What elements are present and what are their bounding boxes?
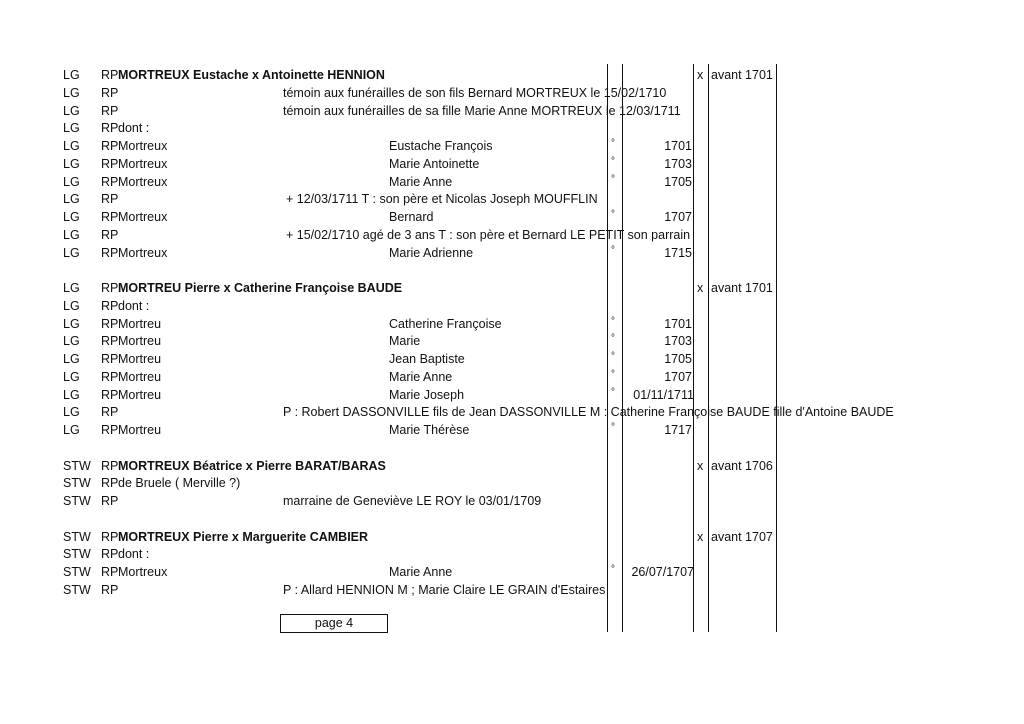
register-code: RP <box>101 156 119 171</box>
record-code: LG <box>63 423 80 437</box>
given-name: Marie <box>389 334 421 349</box>
record-name: dont : <box>118 547 150 562</box>
record-code: LG <box>63 316 80 331</box>
register-code: RP <box>101 227 119 242</box>
birth-marker: ° <box>611 138 615 149</box>
record-row <box>0 474 1024 492</box>
birth-date: 26/07/1707 <box>631 565 694 579</box>
register-code: RP <box>101 565 119 579</box>
birth-year: 1705 <box>664 174 692 189</box>
record-row <box>0 492 1024 510</box>
record-code: STW <box>63 582 91 597</box>
record-code: STW <box>63 476 91 491</box>
register-code: RP <box>101 245 119 260</box>
record-name: Mortreux <box>118 156 168 171</box>
record-name: Mortreux <box>118 565 168 579</box>
marriage-date: avant 1706 <box>711 458 773 473</box>
birth-year: 1717 <box>664 423 692 437</box>
birth-year: 1707 <box>664 210 692 224</box>
birth-year: 1707 <box>664 369 692 384</box>
record-code: LG <box>63 387 80 402</box>
given-name: Marie Anne <box>389 369 453 384</box>
record-code: LG <box>63 405 80 420</box>
birth-year: 1703 <box>664 334 692 349</box>
record-code: STW <box>63 547 91 562</box>
record-row <box>0 332 1024 350</box>
register-code: RP <box>101 369 119 384</box>
record-code: LG <box>63 85 80 100</box>
record-name: Mortreu <box>118 369 162 384</box>
given-name: Bernard <box>389 210 434 224</box>
birth-year: 1705 <box>664 352 692 366</box>
record-code: LG <box>63 156 80 171</box>
register-code: RP <box>101 529 119 544</box>
record-code: LG <box>63 281 80 295</box>
record-row <box>0 297 1024 315</box>
record-code: LG <box>63 227 80 242</box>
birth-date: 01/11/1711 <box>633 387 694 402</box>
record-note: témoin aux funérailles de sa fille Marie Anne MORTREUX le 12/03/1711 <box>283 103 681 118</box>
given-name: Marie Adrienne <box>389 245 474 260</box>
birth-marker: ° <box>611 333 615 345</box>
record-name: MORTREUX Eustache x Antoinette HENNION <box>118 68 385 82</box>
record-row <box>0 315 1024 333</box>
record-code: STW <box>63 494 91 508</box>
given-name: Marie Thérèse <box>389 423 470 437</box>
register-code: RP <box>101 85 119 100</box>
record-row <box>0 581 1024 599</box>
marriage-date: avant 1701 <box>711 68 773 82</box>
register-code: RP <box>101 334 119 349</box>
page-number-label: page 4 <box>314 616 354 630</box>
record-code: STW <box>63 458 91 473</box>
register-code: RP <box>101 298 119 313</box>
record-note: P : Allard HENNION M ; Marie Claire LE GRAIN d'Estaires <box>283 582 606 597</box>
record-code: LG <box>63 298 80 313</box>
record-code: STW <box>63 565 91 579</box>
record-name: Mortreu <box>118 316 162 331</box>
given-name: Jean Baptiste <box>389 352 465 366</box>
register-code: RP <box>101 494 119 508</box>
record-row <box>0 226 1024 244</box>
page-number-box <box>280 614 388 633</box>
record-name: dont : <box>118 298 150 313</box>
record-row <box>0 102 1024 120</box>
register-code: RP <box>101 405 119 420</box>
register-code: RP <box>101 174 119 189</box>
birth-marker: ° <box>611 386 615 398</box>
given-name: Marie Antoinette <box>389 156 480 171</box>
record-row <box>0 119 1024 137</box>
record-name: Mortreux <box>118 174 168 189</box>
marriage-marker: x <box>697 529 704 544</box>
record-name: Mortreu <box>118 387 162 402</box>
register-code: RP <box>101 352 119 366</box>
marriage-marker: x <box>697 458 704 473</box>
marriage-marker: x <box>697 68 704 82</box>
record-code: LG <box>63 334 80 349</box>
record-name: de Bruele ( Merville ?) <box>118 476 241 491</box>
record-row <box>0 173 1024 191</box>
birth-marker: ° <box>611 315 615 327</box>
record-row <box>0 386 1024 404</box>
marriage-date: avant 1701 <box>711 281 773 295</box>
given-name: Marie Joseph <box>389 387 465 402</box>
record-name: dont : <box>118 121 150 136</box>
register-code: RP <box>101 68 119 82</box>
record-name: Mortreux <box>118 210 168 224</box>
birth-marker: ° <box>611 244 615 256</box>
record-code: LG <box>63 121 80 136</box>
register-code: RP <box>101 387 119 402</box>
register-code: RP <box>101 103 119 118</box>
birth-marker: ° <box>611 368 615 380</box>
marriage-marker: x <box>697 281 704 295</box>
record-row <box>0 155 1024 173</box>
record-name: Mortreux <box>118 245 168 260</box>
record-name: MORTREUX Pierre x Marguerite CAMBIER <box>118 529 369 544</box>
record-row <box>0 563 1024 581</box>
record-row <box>0 137 1024 155</box>
record-code: LG <box>63 103 80 118</box>
record-name: Mortreu <box>118 423 162 437</box>
record-name: Mortreu <box>118 334 162 349</box>
marriage-date: avant 1707 <box>711 529 773 544</box>
birth-marker: ° <box>611 173 615 185</box>
record-name: MORTREUX Béatrice x Pierre BARAT/BARAS <box>118 458 386 473</box>
record-row <box>0 244 1024 262</box>
blank-row <box>0 261 1024 279</box>
record-row <box>0 545 1024 563</box>
record-note: témoin aux funérailles de son fils Bernard MORTREUX le 15/02/1710 <box>283 85 667 100</box>
birth-marker: ° <box>611 422 615 433</box>
given-name: Catherine Françoise <box>389 316 502 331</box>
record-name: Mortreu <box>118 352 162 366</box>
register-code: RP <box>101 582 119 597</box>
record-code: LG <box>63 245 80 260</box>
register-code: RP <box>101 316 119 331</box>
record-row <box>0 350 1024 368</box>
birth-marker: ° <box>611 209 615 220</box>
record-row <box>0 208 1024 226</box>
register-code: RP <box>101 139 119 153</box>
birth-marker: ° <box>611 351 615 362</box>
register-code: RP <box>101 121 119 136</box>
record-row <box>0 368 1024 386</box>
record-code: LG <box>63 68 80 82</box>
record-row <box>0 457 1024 475</box>
register-code: RP <box>101 476 119 491</box>
record-note: + 15/02/1710 agé de 3 ans T : son père et Bernard LE PETIT son parrain <box>286 227 691 242</box>
given-name: Eustache François <box>389 139 493 153</box>
record-name: MORTREU Pierre x Catherine Françoise BAUDE <box>118 281 403 295</box>
register-code: RP <box>101 423 119 437</box>
record-row <box>0 279 1024 297</box>
record-code: LG <box>63 174 80 189</box>
record-code: LG <box>63 210 80 224</box>
record-code: STW <box>63 529 91 544</box>
register-code: RP <box>101 458 119 473</box>
record-note: + 12/03/1711 T : son père et Nicolas Joseph MOUFFLIN <box>286 192 598 207</box>
record-row <box>0 528 1024 546</box>
register-code: RP <box>101 547 119 562</box>
birth-marker: ° <box>611 155 615 167</box>
record-code: LG <box>63 192 80 207</box>
birth-year: 1701 <box>664 139 692 153</box>
blank-row <box>0 510 1024 528</box>
blank-row <box>0 439 1024 457</box>
birth-year: 1715 <box>664 245 692 260</box>
record-row <box>0 403 1024 421</box>
record-name: Mortreux <box>118 139 168 153</box>
record-note: P : Robert DASSONVILLE fils de Jean DASSONVILLE M : Catherine Françoise BAUDE fille d'Antoine BAUDE <box>283 405 894 420</box>
record-row <box>0 421 1024 439</box>
record-code: LG <box>63 369 80 384</box>
record-row <box>0 66 1024 84</box>
birth-year: 1701 <box>664 316 692 331</box>
record-note: marraine de Geneviève LE ROY le 03/01/1709 <box>283 494 542 508</box>
record-code: LG <box>63 139 80 153</box>
record-code: LG <box>63 352 80 366</box>
register-code: RP <box>101 192 119 207</box>
record-row <box>0 190 1024 208</box>
birth-year: 1703 <box>664 156 692 171</box>
given-name: Marie Anne <box>389 565 453 579</box>
register-code: RP <box>101 281 119 295</box>
record-row <box>0 84 1024 102</box>
register-code: RP <box>101 210 119 224</box>
birth-marker: ° <box>611 564 615 575</box>
given-name: Marie Anne <box>389 174 453 189</box>
